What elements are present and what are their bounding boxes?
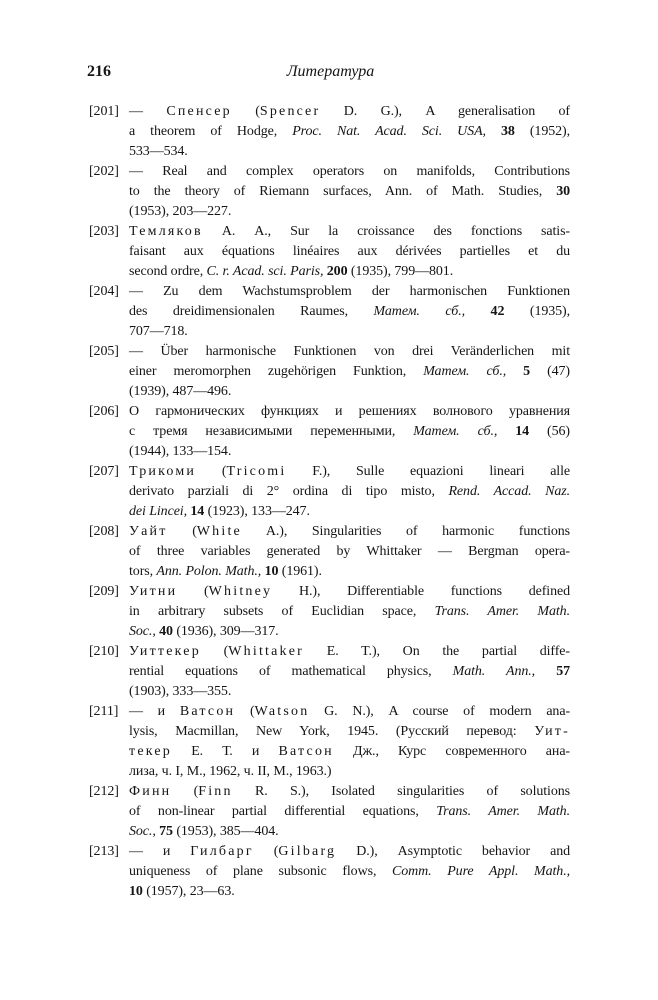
reference-entry [89, 342, 570, 402]
reference-line [129, 462, 570, 482]
reference-number: [201] [89, 104, 119, 119]
text-run: 14 [515, 424, 530, 439]
text-run: Дж., Курс современного ана- [333, 744, 570, 759]
text-run: (56) [529, 424, 570, 439]
reference-line [129, 342, 570, 362]
text-run: des dreidimensionalen Raumes, [129, 304, 374, 319]
reference-line [129, 422, 570, 442]
reference-text [129, 402, 570, 462]
text-run: of non-linear partial differential equations, [129, 804, 437, 819]
reference-text [129, 642, 570, 702]
text-run: Math. Ann., [452, 664, 536, 679]
reference-line [129, 362, 570, 382]
text-run: ( [231, 104, 260, 119]
text-run: ( [177, 584, 209, 599]
text-run: 57 [556, 664, 570, 679]
reference-number: [212] [89, 784, 119, 799]
text-run: (1961). [278, 564, 322, 579]
text-run: White [196, 524, 242, 539]
reference-line [129, 262, 570, 282]
reference-entry [89, 522, 570, 582]
text-run: D.), Asymptotic behavior and [336, 844, 570, 859]
reference-number: [202] [89, 164, 119, 179]
text-run: — и [129, 844, 191, 859]
reference-line [129, 242, 570, 262]
reference-text [129, 582, 570, 642]
text-run: 10 [264, 564, 279, 579]
reference-line [129, 322, 570, 342]
text-run: (1936), 309—317. [172, 624, 279, 639]
text-run: a theorem of Hodge, [129, 124, 293, 139]
reference-text [129, 162, 570, 222]
text-run: — Real and complex operators on manifolds, Contributions [129, 164, 570, 179]
text-run: (47) [530, 364, 570, 379]
text-run: D. G.), A generalisation of [320, 104, 570, 119]
text-run: ( [171, 784, 199, 799]
reference-entry [89, 582, 570, 642]
reference-line [129, 822, 570, 842]
text-run: Ann. Polon. Math., [156, 564, 262, 579]
reference-line [129, 202, 570, 222]
text-run: A.), Singularities of harmonic functions [241, 524, 571, 539]
text-run: to the theory of Riemann surfaces, Ann. of Math. Studies, [129, 184, 557, 199]
text-run: — Über harmonische Funktionen von drei Veränderlichen mit [129, 344, 570, 359]
reference-line [129, 482, 570, 502]
reference-number: [206] [89, 404, 119, 419]
reference-line [129, 282, 570, 302]
text-run: Gilbarg [278, 844, 337, 859]
reference-line [129, 442, 570, 462]
text-run: C. r. Acad. sci. Paris, [206, 264, 324, 279]
text-run: Ватсон [179, 704, 236, 719]
text-run: Comm. Pure Appl. Math., [392, 864, 570, 879]
text-run: с тремя независимыми переменными, [129, 424, 414, 439]
reference-line [129, 582, 570, 602]
text-run: G. N.), A course of modern ana- [309, 704, 571, 719]
reference-line [129, 142, 570, 162]
reference-line [129, 222, 570, 242]
text-run [535, 664, 556, 679]
reference-line [129, 702, 570, 722]
text-run: (1953), 385—404. [172, 824, 279, 839]
reference-line [129, 682, 570, 702]
reference-text [129, 782, 570, 842]
reference-entry [89, 782, 570, 842]
text-run: Trans. Amer. Math. [436, 804, 570, 819]
reference-entry [89, 702, 570, 782]
reference-line [129, 302, 570, 322]
reference-line [129, 502, 570, 522]
text-run [465, 304, 491, 319]
text-run: О гармонических функциях и решениях волнового уравнения [129, 404, 570, 419]
reference-number: [213] [89, 844, 119, 859]
text-run: rential equations of mathematical physics, [129, 664, 453, 679]
text-run: Финн [129, 784, 172, 799]
text-run: (1939), 487—496. [129, 384, 232, 399]
text-run: (1952), [514, 124, 570, 139]
reference-line [129, 842, 570, 862]
text-run: Темляков [129, 224, 203, 239]
text-run: 75 [159, 824, 173, 839]
reference-text [129, 462, 570, 522]
text-run: Whittaker [228, 644, 305, 659]
text-run: Soc., [129, 624, 156, 639]
reference-line [129, 182, 570, 202]
reference-line [129, 542, 570, 562]
text-run: 14 [190, 504, 205, 519]
text-run: Уиттекер [129, 644, 201, 659]
text-run: Soc., [129, 824, 156, 839]
text-run: (1944), 133—154. [129, 444, 232, 459]
text-run: (1953), 203—227. [129, 204, 232, 219]
reference-line [129, 802, 570, 822]
reference-line [129, 782, 570, 802]
reference-line [129, 662, 570, 682]
text-run: F.), Sulle equazioni lineari alle [286, 464, 571, 479]
text-run: Е. Т. и [172, 744, 279, 759]
reference-entry [89, 102, 570, 162]
text-run: (1903), 333—355. [129, 684, 232, 699]
reference-number: [208] [89, 524, 119, 539]
text-run: of three variables generated by Whittaker — Bergman opera- [129, 544, 570, 559]
reference-entry [89, 462, 570, 522]
text-run: (1935), 799—801. [347, 264, 454, 279]
text-run: E. T.), On the partial diffe- [304, 644, 570, 659]
text-run: — Zu dem Wachstumsproblem der harmonischen Funktionen [129, 284, 570, 299]
text-run: Trans. Amer. Math. [434, 604, 570, 619]
text-run: faisant aux équations linéaires aux dérivées partielles et du [129, 244, 570, 259]
reference-line [129, 742, 570, 762]
text-run: 533—534. [129, 144, 188, 159]
text-run: — [129, 104, 167, 119]
text-run: Матем. сб., [373, 304, 466, 319]
text-run: Watson [254, 704, 310, 719]
text-run: H.), Differentiable functions defined [272, 584, 570, 599]
text-run [506, 364, 523, 379]
text-run: Уитни [129, 584, 178, 599]
text-run [497, 424, 515, 439]
reference-number: [210] [89, 644, 119, 659]
reference-number: [207] [89, 464, 119, 479]
reference-line [129, 402, 570, 422]
reference-line [129, 602, 570, 622]
reference-text [129, 842, 570, 902]
reference-line [129, 862, 570, 882]
text-run: Матем. сб., [423, 364, 507, 379]
text-run: Уайт [129, 524, 168, 539]
running-title: Литература [286, 63, 375, 80]
text-run: ( [200, 644, 229, 659]
text-run: 707—718. [129, 324, 188, 339]
text-run: — и [129, 704, 180, 719]
text-run: (1923), 133—247. [204, 504, 310, 519]
reference-text [129, 222, 570, 282]
text-run: Proc. Nat. Acad. Sci. USA, [292, 124, 486, 139]
reference-text [129, 102, 570, 162]
reference-list [89, 102, 570, 902]
text-run: uniqueness of plane subsonic flows, [129, 864, 393, 879]
reference-line [129, 762, 570, 782]
reference-line [129, 122, 570, 142]
reference-line [129, 162, 570, 182]
reference-number: [205] [89, 344, 119, 359]
reference-entry [89, 642, 570, 702]
text-run: ( [196, 464, 227, 479]
reference-text [129, 522, 570, 582]
text-run: 10 [129, 884, 143, 899]
text-run: second ordre, [129, 264, 207, 279]
text-run: Трикоми [129, 464, 197, 479]
text-run: ( [253, 844, 279, 859]
reference-line [129, 522, 570, 542]
text-run: R. S.), Isolated singularities of solutions [232, 784, 570, 799]
text-run: 200 [326, 264, 348, 279]
text-run: derivato parziali di 2° ordina di tipo misto, [129, 484, 449, 499]
text-run: Spencer [259, 104, 321, 119]
reference-line [129, 722, 570, 742]
text-run: 30 [556, 184, 570, 199]
text-run [486, 124, 501, 139]
text-run: in arbitrary subsets of Euclidian space, [129, 604, 435, 619]
text-run: Спенсер [166, 104, 232, 119]
reference-entry [89, 842, 570, 902]
reference-text [129, 282, 570, 342]
text-run: Ватсон [278, 744, 334, 759]
text-run: (1957), 23—63. [142, 884, 235, 899]
text-run: tors, [129, 564, 157, 579]
reference-line [129, 622, 570, 642]
text-run: А. А., Sur la croissance des fonctions satis- [202, 224, 570, 239]
text-run: Whitney [208, 584, 273, 599]
reference-text [129, 702, 570, 782]
text-run: Tricomi [226, 464, 287, 479]
reference-number: [211] [89, 704, 119, 719]
text-run: 42 [490, 304, 505, 319]
reference-entry [89, 402, 570, 462]
text-run: 40 [159, 624, 173, 639]
text-run: текер [129, 744, 172, 759]
text-run: lysis, Macmillan, New York, 1945. (Русский перевод: [129, 724, 535, 739]
text-run: лиза, ч. I, М., 1962, ч. II, М., 1963.) [129, 764, 332, 779]
text-run: ( [167, 524, 197, 539]
text-run: Гилбарг [190, 844, 254, 859]
text-run: Уит- [534, 724, 570, 739]
text-run: einer meromorphen zugehörigen Funktion, [129, 364, 424, 379]
text-run: (1935), [504, 304, 571, 319]
reference-entry [89, 162, 570, 222]
reference-entry [89, 282, 570, 342]
reference-number: [203] [89, 224, 119, 239]
reference-line [129, 102, 570, 122]
page-number: 216 [87, 63, 111, 80]
reference-line [129, 382, 570, 402]
reference-number: [209] [89, 584, 119, 599]
text-run: Finn [198, 784, 233, 799]
reference-line [129, 642, 570, 662]
reference-line [129, 882, 570, 902]
reference-number: [204] [89, 284, 119, 299]
reference-line [129, 562, 570, 582]
text-run: 38 [501, 124, 515, 139]
reference-entry [89, 222, 570, 282]
text-run: dei Lincei, [129, 504, 187, 519]
text-run: Rend. Accad. Naz. [448, 484, 570, 499]
text-run: ( [235, 704, 255, 719]
reference-text [129, 342, 570, 402]
running-head [87, 60, 574, 84]
text-run: 5 [523, 364, 531, 379]
text-run: Матем. сб., [413, 424, 498, 439]
